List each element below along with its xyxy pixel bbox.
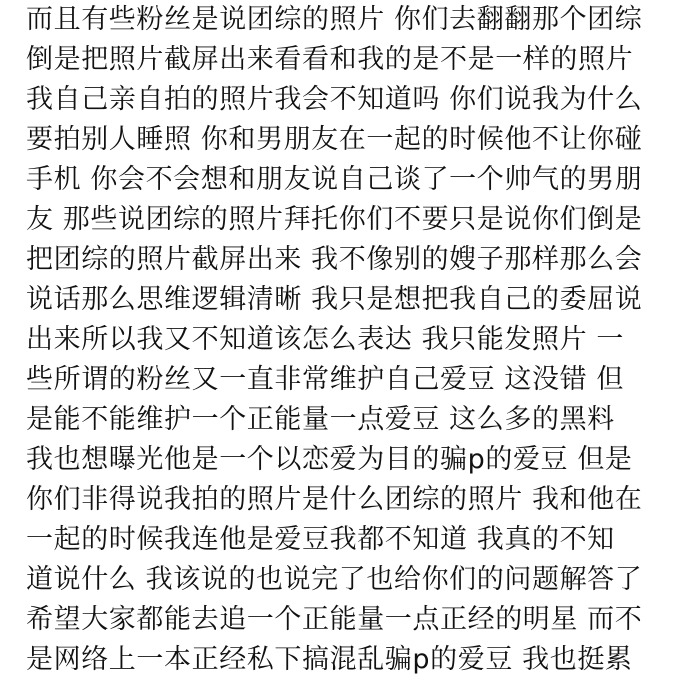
text-line-15: 道说什么 我该说的也说完了也给你们的问题解答了 xyxy=(26,564,643,595)
text-line-1: 而且有些粉丝是说团综的照片 你们去翻翻那个团综 xyxy=(26,4,643,35)
text-line-14: 一起的时候我连他是爱豆我都不知道 我真的不知 xyxy=(26,524,615,555)
text-line-5: 手机 你会不会想和朋友说自己谈了一个帅气的男朋 xyxy=(26,164,643,195)
text-line-9: 出来所以我又不知道该怎么表达 我只能发照片 一 xyxy=(26,324,624,355)
text-line-4: 要拍别人睡照 你和男朋友在一起的时候他不让你碰 xyxy=(26,124,643,155)
text-line-16: 希望大家都能去追一个正能量一点正经的明星 而不 xyxy=(26,604,643,635)
text-line-2: 倒是把照片截屏出来看看和我的是不是一样的照片 xyxy=(26,44,634,75)
text-line-8: 说话那么思维逻辑清晰 我只是想把我自己的委屈说 xyxy=(26,284,643,315)
text-line-3: 我自己亲自拍的照片我会不知道吗 你们说我为什么 xyxy=(26,84,643,115)
text-line-7: 把团综的照片截屏出来 我不像别的嫂子那样那么会 xyxy=(26,244,643,275)
text-line-10: 些所谓的粉丝又一直非常维护自己爱豆 这没错 但 xyxy=(26,364,624,395)
text-line-13: 你们非得说我拍的照片是什么团综的照片 我和他在 xyxy=(26,484,643,515)
text-line-6: 友 那些说团综的照片拜托你们不要只是说你们倒是 xyxy=(26,204,643,235)
post-text xyxy=(26,0,676,674)
text-line-11: 是能不能维护一个正能量一点爱豆 这么多的黑料 xyxy=(26,404,615,435)
text-line-17: 是网络上一本正经私下搞混乱骗p的爱豆 我也挺累 xyxy=(26,644,633,674)
text-line-12: 我也想曝光他是一个以恋爱为目的骗p的爱豆 但是 xyxy=(26,444,633,475)
